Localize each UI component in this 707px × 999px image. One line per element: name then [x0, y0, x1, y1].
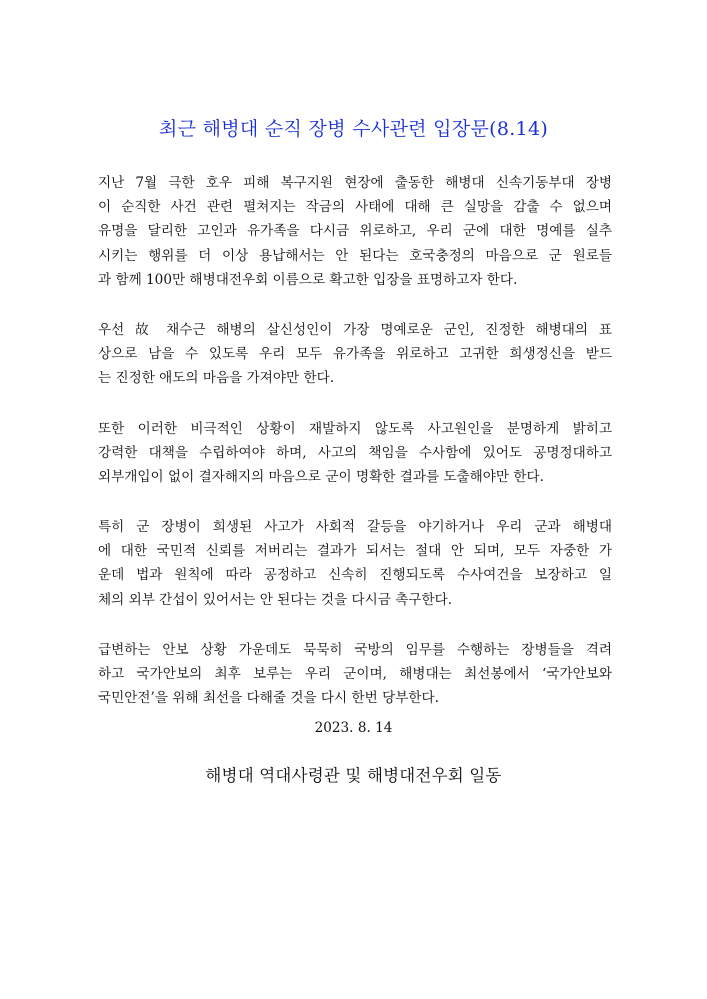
- paragraph-line: 또한 이러한 비극적인 상황이 재발하지 않도록 사고원인을 분명하게 밝히고: [98, 420, 612, 437]
- paragraph-line: 국민안전’을 위해 최선을 다해줄 것을 다시 한번 당부한다.: [98, 690, 439, 707]
- paragraph-line: 에 대한 국민적 신뢰를 저버리는 결과가 되서는 절대 안 되며, 모두 자중한 가: [98, 543, 612, 560]
- document-title: 최근 해병대 순직 장병 수사관련 입장문(8.14): [158, 118, 549, 140]
- paragraph-line: 지난 7월 극한 호우 피해 복구지원 현장에 출동한 해병대 신속기동부대 장병: [98, 175, 612, 191]
- paragraph-2: [98, 318, 612, 391]
- document-date: 2023. 8. 14: [314, 720, 393, 736]
- paragraph-4: [98, 515, 612, 612]
- paragraph-line: 강력한 대책을 수립하여야 하며, 사고의 책임을 수사함에 있어도 공명정대하고: [98, 444, 612, 461]
- paragraph-line: 우선 故 채수근 해병의 살신성인이 가장 명예로운 군인, 진정한 해병대의 표: [98, 321, 612, 338]
- paragraph-line: 특히 군 장병이 희생된 사고가 사회적 갈등을 야기하거나 우리 군과 해병대: [98, 519, 612, 536]
- paragraph-line: 운데 법과 원칙에 따라 공정하고 신속히 진행되도록 수사여건을 보장하고 일: [98, 567, 612, 584]
- paragraph-line: 상으로 남을 수 있도록 우리 모두 유가족을 위로하고 고귀한 희생정신을 받드: [98, 346, 612, 363]
- paragraph-line: 이 순직한 사건 관련 펼쳐지는 작금의 사태에 대해 큰 실망을 감출 수 없으며: [98, 199, 612, 216]
- paragraph-line: 시키는 행위를 더 이상 용납해서는 안 된다는 호국충정의 마음으로 군 원로들: [98, 247, 612, 264]
- document-body: [98, 171, 612, 736]
- paragraph-line: 급변하는 안보 상황 가운데도 묵묵히 국방의 임무를 수행하는 장병들을 격려: [98, 641, 612, 658]
- document-signature: 해병대 역대사령관 및 해병대전우회 일동: [205, 766, 502, 785]
- paragraph-5: [98, 638, 612, 711]
- paragraph-1: [98, 171, 612, 292]
- paragraph-line: 체의 외부 간섭이 있어서는 안 된다는 것을 다시금 촉구한다.: [98, 591, 453, 608]
- paragraph-line: 외부개입이 없이 결자해지의 마음으로 군이 명확한 결과를 도출해야만 한다.: [98, 468, 544, 485]
- paragraph-line: 과 함께 100만 해병대전우회 이름으로 확고한 입장을 표명하고자 한다.: [98, 271, 518, 288]
- paragraph-line: 는 진정한 애도의 마음을 가져야만 한다.: [98, 370, 335, 387]
- paragraph-line: 하고 국가안보의 최후 보루는 우리 군이며, 해병대는 최선봉에서 ‘국가안보와: [98, 666, 612, 682]
- paragraph-line: 유명을 달리한 고인과 유가족을 다시금 위로하고, 우리 군에 대한 명예를 실추: [98, 223, 612, 240]
- paragraph-3: [98, 417, 612, 490]
